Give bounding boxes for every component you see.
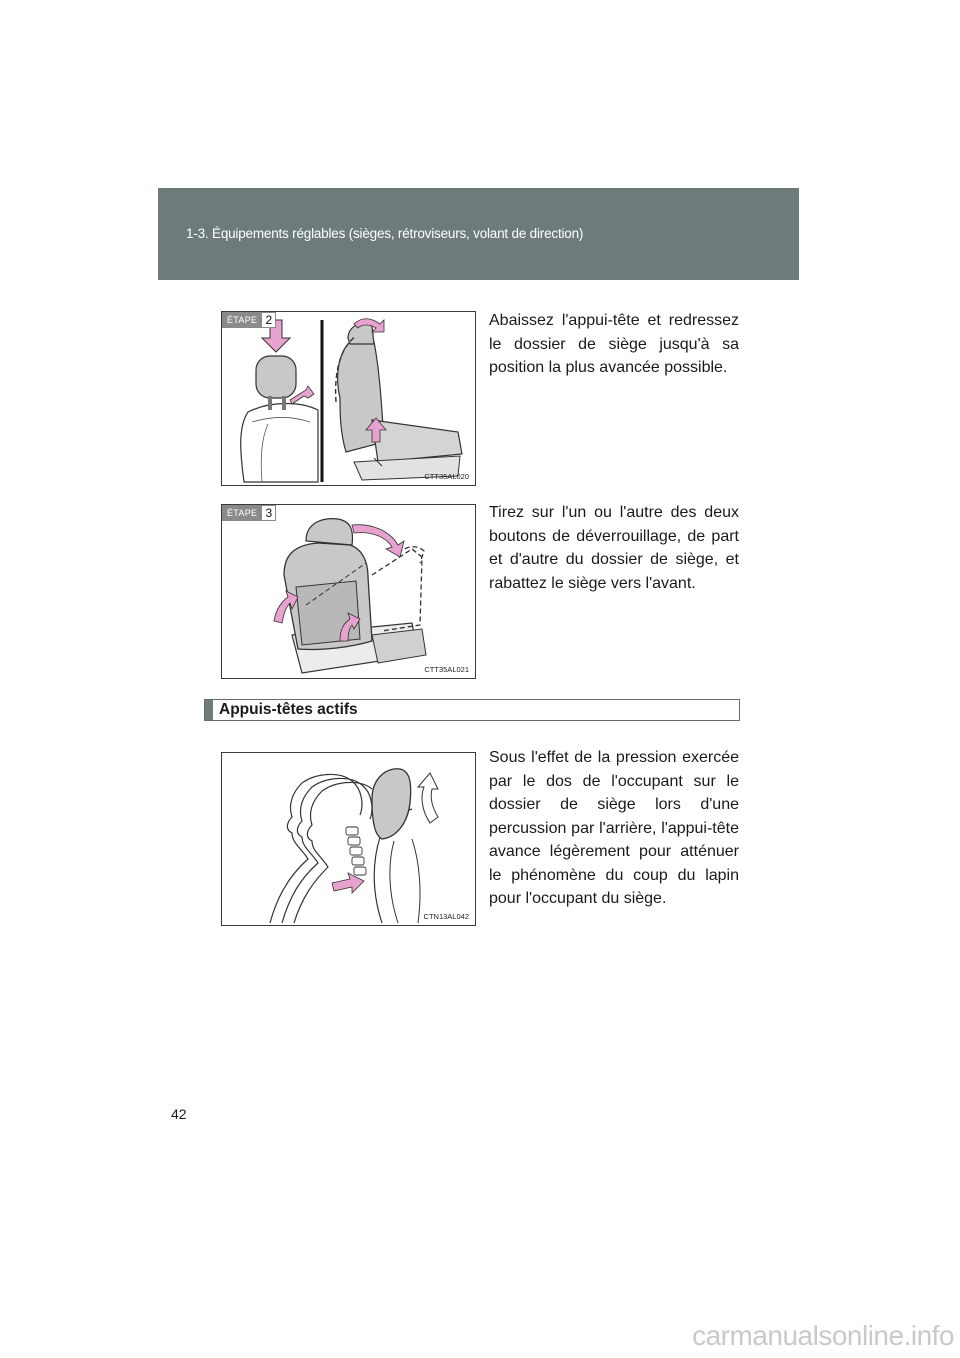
active-headrest-illustration xyxy=(221,752,476,926)
seat-headrest-illustration xyxy=(222,312,475,485)
step-number: 2 xyxy=(262,312,276,328)
step3-text: Tirez sur l'un ou l'autre des deux boutons de déverrouillage, de part et d'autre du dossier de siège, et rabattez le siège vers l'avant. xyxy=(489,504,739,592)
watermark: carmanualsonline.info xyxy=(692,1320,954,1351)
step2-badge xyxy=(222,312,276,328)
step-label: ÉTAPE xyxy=(222,505,262,521)
seat-fold-illustration xyxy=(222,505,475,678)
occupant-headrest-illustration xyxy=(222,753,475,925)
section-text: Sous l'effet de la pression exercée par le dos de l'occupant sur le dossier de siège lors d'une percussion par l'arrière, l'appui-tête avance légèrement pour atténuer le phénomène du coup du lapin pour l'occupant du siège. xyxy=(489,749,739,907)
section-header xyxy=(204,699,740,721)
step-label: ÉTAPE xyxy=(222,312,262,328)
figure-code: CTN13AL042 xyxy=(423,912,469,921)
step2-text: Abaissez l'appui-tête et redressez le dossier de siège jusqu'à sa position la plus avancée possible. xyxy=(489,312,739,376)
section-accent xyxy=(205,700,213,720)
step-number: 3 xyxy=(262,505,276,521)
figure-code: CTT35AL020 xyxy=(424,472,469,481)
figure-code: CTT35AL021 xyxy=(424,665,469,674)
step3-badge xyxy=(222,505,276,521)
chapter-title: 1-3. Équipements réglables (sièges, rétroviseurs, volant de direction) xyxy=(186,226,584,241)
step2-illustration xyxy=(221,311,476,486)
section-title: Appuis-têtes actifs xyxy=(219,701,358,718)
chapter-header xyxy=(158,188,799,280)
step3-illustration xyxy=(221,504,476,679)
page-number: 42 xyxy=(171,1106,187,1122)
